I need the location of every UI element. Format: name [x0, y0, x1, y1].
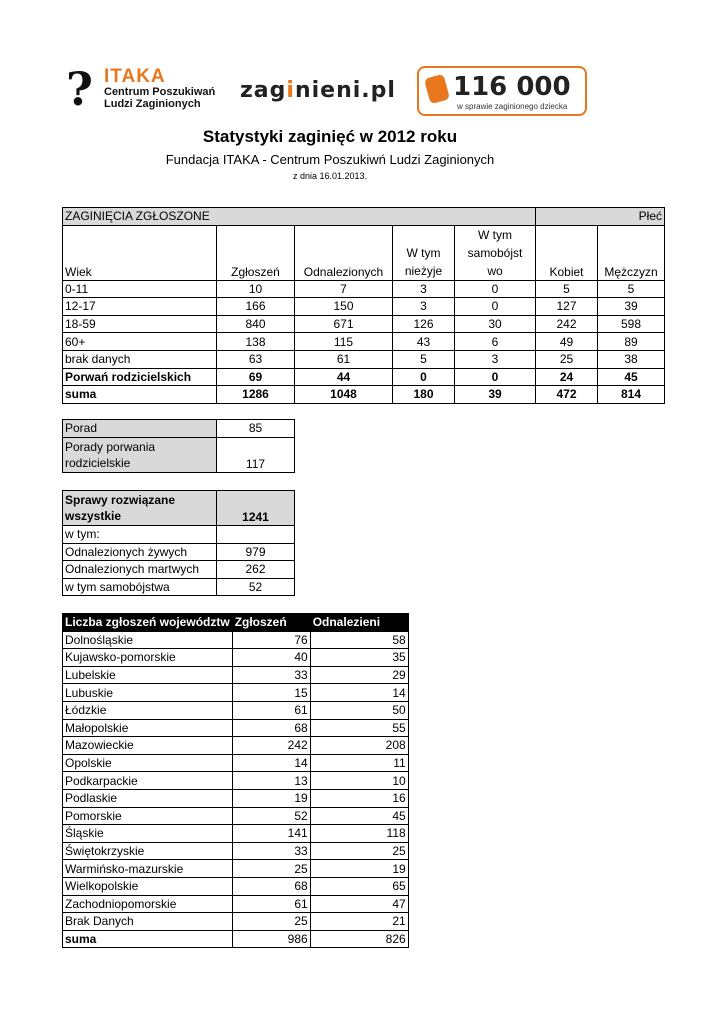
resolved-l2: wszystkie	[65, 509, 122, 523]
table-cell: 1048	[295, 386, 393, 404]
col-dead	[393, 225, 455, 280]
region-found: 47	[310, 895, 408, 913]
col-male: Mężczyzn	[598, 225, 665, 280]
table-row	[63, 666, 409, 684]
table-cell	[217, 526, 295, 544]
itaka-line2: Ludzi Zaginionych	[104, 98, 201, 110]
table-cell: 0	[455, 280, 536, 298]
table-row	[63, 649, 409, 667]
hotline-number: 116 000	[453, 72, 571, 102]
table-cell: 6	[455, 333, 536, 351]
regions-total-found: 826	[310, 930, 408, 948]
resolved-table	[62, 490, 295, 596]
table-row	[63, 298, 665, 316]
table-cell: 49	[536, 333, 598, 351]
col-dead-l2: nieżyje	[404, 263, 443, 278]
table-row	[63, 350, 665, 368]
table-cell: 5	[536, 280, 598, 298]
col-suicide-l1: W tym	[478, 227, 512, 242]
row-label: Odnalezionych martwych	[63, 561, 217, 579]
table-cell: 3	[393, 298, 455, 316]
region-reported: 13	[232, 772, 310, 790]
table-cell: 89	[598, 333, 665, 351]
table-row	[63, 860, 409, 878]
total-label: suma	[63, 386, 217, 404]
advice-value: 85	[217, 420, 295, 438]
region-reported: 141	[232, 825, 310, 843]
table-cell: 39	[455, 386, 536, 404]
table-cell: 472	[536, 386, 598, 404]
regions-header-reported: Zgłoszeń	[232, 614, 310, 632]
region-name: Lubelskie	[63, 666, 233, 684]
table-cell: 7	[295, 280, 393, 298]
table-cell: 0	[393, 368, 455, 386]
table-row	[63, 684, 409, 702]
table-cell: 598	[598, 315, 665, 333]
region-found: 208	[310, 737, 408, 755]
table-cell: 979	[217, 543, 295, 561]
zaginieni-pre: zag	[240, 78, 287, 103]
region-found: 55	[310, 719, 408, 737]
itaka-line1: Centrum Poszukiwań	[104, 86, 216, 98]
table-cell: 0	[455, 368, 536, 386]
region-found: 50	[310, 701, 408, 719]
table-cell: 5	[393, 350, 455, 368]
page-subtitle: Fundacja ITAKA - Centrum Poszukiwń Ludzi Zaginionych	[165, 152, 495, 167]
table-cell: 25	[536, 350, 598, 368]
table-cell: 242	[536, 315, 598, 333]
region-reported: 25	[232, 860, 310, 878]
region-name: Lubuskie	[63, 684, 233, 702]
table-row	[63, 877, 409, 895]
col-suicide	[455, 225, 536, 280]
region-found: 10	[310, 772, 408, 790]
row-label: w tym:	[63, 526, 217, 544]
region-name: Świętokrzyskie	[63, 842, 233, 860]
table-cell: 3	[393, 280, 455, 298]
table-cell: 814	[598, 386, 665, 404]
table-cell: 45	[598, 368, 665, 386]
region-name: Warmińsko-mazurskie	[63, 860, 233, 878]
region-reported: 25	[232, 913, 310, 931]
region-name: Podlaskie	[63, 789, 233, 807]
hotline-caption: w sprawie zaginionego dziecka	[457, 102, 568, 111]
table-cell: 10	[217, 280, 295, 298]
region-found: 25	[310, 842, 408, 860]
table-row	[63, 842, 409, 860]
table-cell: 39	[598, 298, 665, 316]
col-age: Wiek	[63, 225, 217, 280]
regions-header-name: Liczba zgłoszeń województw	[63, 614, 233, 632]
region-found: 45	[310, 807, 408, 825]
table-cell: 38	[598, 350, 665, 368]
regions-table	[62, 613, 409, 948]
table-cell: 840	[217, 315, 295, 333]
main-statistics-table	[62, 207, 665, 404]
table-cell: 0	[455, 298, 536, 316]
zaginieni-post: nieni.pl	[294, 78, 396, 103]
table-row	[63, 561, 295, 579]
table-row	[63, 631, 409, 649]
region-reported: 14	[232, 754, 310, 772]
col-dead-l1: W tym	[406, 245, 441, 260]
table-cell: 30	[455, 315, 536, 333]
region-reported: 33	[232, 842, 310, 860]
phone-icon	[424, 74, 450, 104]
table-cell: 3	[455, 350, 536, 368]
resolved-value: 1241	[217, 491, 295, 526]
row-label: Odnalezionych żywych	[63, 543, 217, 561]
region-name: Brak Danych	[63, 913, 233, 931]
row-label: brak danych	[63, 350, 217, 368]
table-cell: 671	[295, 315, 393, 333]
row-label: w tym samobójstwa	[63, 578, 217, 596]
zaginieni-logo	[240, 78, 396, 103]
col-found: Odnalezionych	[295, 225, 393, 280]
region-reported: 40	[232, 649, 310, 667]
region-found: 21	[310, 913, 408, 931]
regions-total-reported: 986	[232, 930, 310, 948]
region-name: Śląskie	[63, 825, 233, 843]
table-cell: 150	[295, 298, 393, 316]
region-name: Małopolskie	[63, 719, 233, 737]
resolved-l1: Sprawy rozwiązane	[65, 493, 176, 507]
table-cell: 1286	[217, 386, 295, 404]
region-found: 14	[310, 684, 408, 702]
region-found: 11	[310, 754, 408, 772]
row-label: 12-17	[63, 298, 217, 316]
col-suicide-l2: samobójst	[467, 245, 523, 260]
region-found: 65	[310, 877, 408, 895]
table-row	[63, 807, 409, 825]
region-found: 35	[310, 649, 408, 667]
region-reported: 61	[232, 701, 310, 719]
region-found: 16	[310, 789, 408, 807]
region-name: Opolskie	[63, 754, 233, 772]
table-row	[63, 789, 409, 807]
table-row	[63, 578, 295, 596]
table-row	[63, 895, 409, 913]
table-row	[63, 772, 409, 790]
resolved-label	[63, 491, 217, 526]
region-reported: 19	[232, 789, 310, 807]
table-row	[63, 280, 665, 298]
region-found: 118	[310, 825, 408, 843]
table-cell: 126	[393, 315, 455, 333]
region-name: Pomorskie	[63, 807, 233, 825]
region-name: Dolnośląskie	[63, 631, 233, 649]
col-reported: Zgłoszeń	[217, 225, 295, 280]
sex-header: Płeć	[536, 208, 665, 226]
table-cell: 115	[295, 333, 393, 351]
region-reported: 15	[232, 684, 310, 702]
table-row	[63, 333, 665, 351]
parental-advice-label	[63, 437, 217, 472]
region-reported: 68	[232, 719, 310, 737]
table-row	[63, 825, 409, 843]
table-cell: 166	[217, 298, 295, 316]
table-row	[63, 701, 409, 719]
region-reported: 52	[232, 807, 310, 825]
table-row	[63, 754, 409, 772]
region-reported: 61	[232, 895, 310, 913]
region-reported: 242	[232, 737, 310, 755]
parental-advice-l2: rodzicielskie	[65, 455, 131, 470]
zaginieni-i: i	[286, 78, 295, 103]
regions-total-label: suma	[63, 930, 233, 948]
table-cell: 180	[393, 386, 455, 404]
table-row	[63, 913, 409, 931]
report-date: z dnia 16.01.2013.	[292, 171, 368, 181]
col-suicide-l3: wo	[487, 263, 503, 278]
region-reported: 33	[232, 666, 310, 684]
table-cell: 52	[217, 578, 295, 596]
regions-header-found: Odnalezieni	[310, 614, 408, 632]
question-mark-icon: ?	[66, 62, 93, 116]
itaka-subtitle	[104, 86, 215, 110]
table-cell: 24	[536, 368, 598, 386]
table-cell: 61	[295, 350, 393, 368]
row-label: 60+	[63, 333, 217, 351]
row-label: 18-59	[63, 315, 217, 333]
parental-advice-l1: Porady porwania	[65, 439, 156, 454]
parental-advice-value: 117	[217, 437, 295, 472]
advice-label: Porad	[63, 420, 217, 438]
region-name: Łódzkie	[63, 701, 233, 719]
row-label: 0-11	[63, 280, 217, 298]
col-female: Kobiet	[536, 225, 598, 280]
table-cell: 5	[598, 280, 665, 298]
table-cell: 63	[217, 350, 295, 368]
table-row	[63, 543, 295, 561]
table-cell: 127	[536, 298, 598, 316]
region-name: Kujawsko-pomorskie	[63, 649, 233, 667]
region-found: 19	[310, 860, 408, 878]
region-name: Mazowieckie	[63, 737, 233, 755]
table-row	[63, 315, 665, 333]
region-reported: 68	[232, 877, 310, 895]
region-found: 58	[310, 631, 408, 649]
table-cell: 69	[217, 368, 295, 386]
table-row	[63, 526, 295, 544]
itaka-brand: ITAKA	[104, 66, 166, 87]
section-label: ZAGINIĘCIA ZGŁOSZONE	[63, 208, 217, 226]
region-found: 29	[310, 666, 408, 684]
region-reported: 76	[232, 631, 310, 649]
table-cell: 138	[217, 333, 295, 351]
table-cell: 44	[295, 368, 393, 386]
itaka-logo	[66, 62, 216, 116]
hotline-logo	[417, 66, 587, 116]
advice-table	[62, 419, 295, 473]
table-cell: 43	[393, 333, 455, 351]
page-title: Statystyki zaginięć w 2012 roku	[202, 127, 458, 146]
table-cell: 262	[217, 561, 295, 579]
region-name: Wielkopolskie	[63, 877, 233, 895]
region-name: Podkarpackie	[63, 772, 233, 790]
region-name: Zachodniopomorskie	[63, 895, 233, 913]
table-row	[63, 737, 409, 755]
parental-label: Porwań rodzicielskich	[63, 368, 217, 386]
table-row	[63, 719, 409, 737]
